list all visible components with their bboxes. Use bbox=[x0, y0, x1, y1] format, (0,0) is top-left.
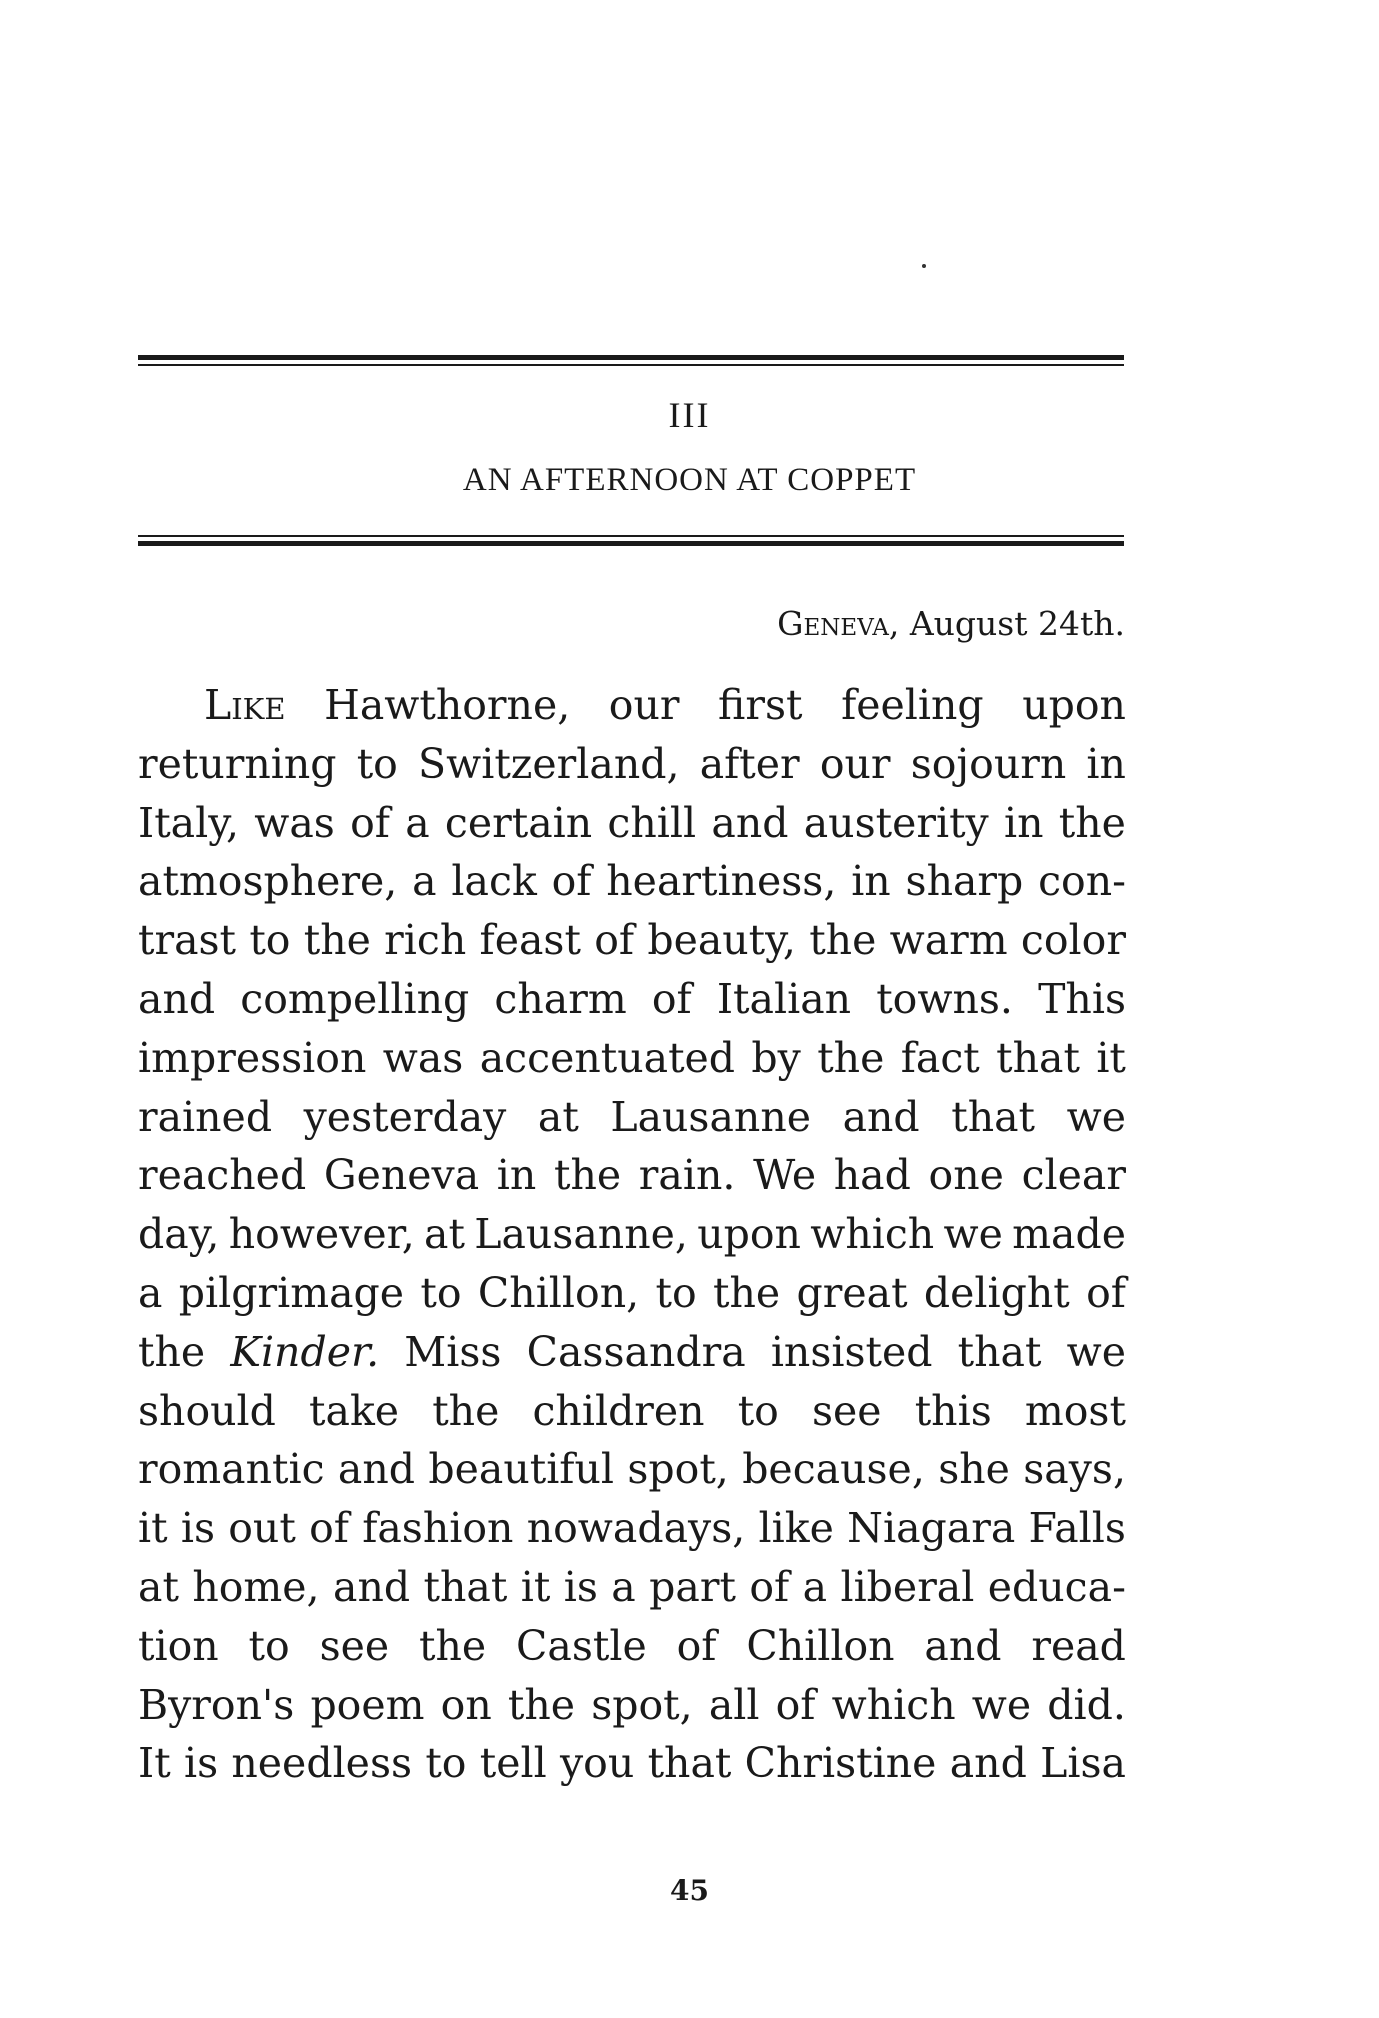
text-line bbox=[138, 1617, 1126, 1676]
text-line bbox=[138, 1264, 1126, 1323]
word: certain bbox=[444, 798, 593, 847]
word: Chillon, bbox=[477, 1268, 640, 1317]
word: pilgrimage bbox=[178, 1268, 405, 1317]
word: the bbox=[138, 1327, 206, 1376]
word: feast bbox=[479, 916, 581, 965]
word: at bbox=[424, 1210, 465, 1259]
word: educa- bbox=[987, 1562, 1126, 1611]
word: Lausanne, bbox=[474, 1210, 688, 1259]
text-line bbox=[138, 1205, 1126, 1264]
word: insisted bbox=[770, 1327, 933, 1376]
word: impression bbox=[138, 1033, 367, 1082]
word: upon bbox=[697, 1210, 801, 1259]
word: which bbox=[831, 1680, 956, 1729]
word: returning bbox=[138, 739, 337, 788]
word: to bbox=[249, 916, 291, 965]
word: a bbox=[802, 1562, 828, 1611]
word: first bbox=[718, 681, 803, 729]
word: day, bbox=[138, 1210, 220, 1259]
word: Miss bbox=[404, 1327, 502, 1376]
word: see bbox=[812, 1386, 882, 1435]
word: that bbox=[647, 1739, 732, 1788]
word: of bbox=[594, 916, 635, 965]
word: and bbox=[138, 974, 216, 1023]
word: one bbox=[928, 1151, 1004, 1200]
word: compelling bbox=[240, 974, 470, 1023]
text-line bbox=[138, 1558, 1126, 1617]
word: rained bbox=[138, 1092, 273, 1141]
word: Niagara bbox=[847, 1504, 1016, 1553]
word: great bbox=[796, 1268, 908, 1317]
word: was bbox=[382, 1033, 464, 1082]
word: lack bbox=[451, 857, 537, 906]
text-line bbox=[138, 1323, 1126, 1382]
word: of bbox=[309, 1504, 349, 1553]
word: Italian bbox=[716, 974, 852, 1023]
word: Chillon bbox=[746, 1621, 895, 1670]
word: children bbox=[532, 1386, 705, 1435]
word: feeling bbox=[841, 681, 984, 729]
header-rule-bottom bbox=[138, 535, 1124, 546]
word: the bbox=[817, 1033, 885, 1082]
word: Geneva bbox=[323, 1151, 480, 1200]
word: of bbox=[1086, 1268, 1126, 1317]
text-line bbox=[138, 852, 1126, 911]
word: because, bbox=[742, 1445, 925, 1494]
word: says, bbox=[1023, 1445, 1126, 1494]
word: a bbox=[611, 1562, 636, 1611]
word: romantic bbox=[138, 1445, 325, 1494]
first-word-wrapper bbox=[138, 676, 286, 735]
word: the bbox=[553, 1151, 622, 1200]
word: Falls bbox=[1028, 1504, 1126, 1553]
word: the bbox=[432, 1386, 500, 1435]
word: fashion bbox=[362, 1504, 514, 1553]
word: part bbox=[649, 1562, 736, 1611]
word: which bbox=[810, 1210, 935, 1259]
word: at bbox=[138, 1562, 179, 1611]
word: Lausanne bbox=[610, 1092, 811, 1141]
word: delight bbox=[923, 1268, 1070, 1317]
word: is bbox=[180, 1504, 215, 1553]
word: our bbox=[819, 739, 891, 788]
word: you bbox=[560, 1739, 635, 1788]
word: sharp bbox=[905, 857, 1024, 906]
dateline bbox=[777, 604, 1125, 643]
word: of bbox=[749, 1562, 790, 1611]
word: that bbox=[957, 1327, 1042, 1376]
text-line bbox=[138, 794, 1126, 853]
word: Byron's bbox=[138, 1680, 295, 1729]
word: Like bbox=[204, 681, 286, 729]
word: in bbox=[1003, 798, 1044, 847]
word: take bbox=[309, 1386, 400, 1435]
chapter-title: AN AFTERNOON AT COPPET bbox=[462, 462, 917, 498]
print-speck bbox=[922, 264, 926, 268]
word: tion bbox=[138, 1621, 219, 1670]
text-line bbox=[138, 1734, 1126, 1793]
dateline-date: August 24th. bbox=[909, 604, 1125, 643]
word: a bbox=[412, 857, 437, 906]
chapter-number: III bbox=[668, 395, 711, 435]
word: to bbox=[420, 1268, 462, 1317]
word: by bbox=[751, 1033, 801, 1082]
word: con- bbox=[1038, 857, 1126, 906]
text-line bbox=[138, 1440, 1126, 1499]
word: austerity bbox=[803, 798, 989, 847]
word: of bbox=[676, 1621, 717, 1670]
dateline-place: Geneva, bbox=[777, 604, 900, 643]
word: Hawthorne, bbox=[324, 681, 571, 729]
word: of bbox=[350, 798, 390, 847]
word: sojourn bbox=[910, 739, 1067, 788]
word: towns. bbox=[876, 974, 1013, 1023]
word: Switzerland, bbox=[418, 739, 680, 788]
word: clear bbox=[1021, 1151, 1126, 1200]
text-line bbox=[138, 1146, 1126, 1205]
word: spot, bbox=[591, 1680, 693, 1729]
text-line bbox=[138, 1029, 1126, 1088]
word: in bbox=[851, 857, 891, 906]
word: liberal bbox=[840, 1562, 975, 1611]
word: reached bbox=[138, 1151, 307, 1200]
word: Lisa bbox=[1040, 1739, 1126, 1788]
word: most bbox=[1024, 1386, 1126, 1435]
word: it bbox=[138, 1504, 168, 1553]
word: We bbox=[753, 1151, 817, 1200]
word: she bbox=[938, 1445, 1010, 1494]
word: at bbox=[537, 1092, 579, 1141]
word: see bbox=[319, 1621, 390, 1670]
word: fact bbox=[900, 1033, 980, 1082]
word: the bbox=[507, 1680, 576, 1729]
text-line bbox=[138, 1088, 1126, 1147]
word: that bbox=[423, 1562, 508, 1611]
word: it bbox=[520, 1562, 551, 1611]
word: heartiness, bbox=[606, 857, 837, 906]
word: beauty, bbox=[647, 916, 796, 965]
word: is bbox=[563, 1562, 598, 1611]
word: to bbox=[356, 739, 398, 788]
word: this bbox=[914, 1386, 992, 1435]
word: did. bbox=[1047, 1680, 1126, 1729]
word: spot, bbox=[627, 1445, 729, 1494]
word: our bbox=[608, 681, 680, 729]
word: tell bbox=[479, 1739, 547, 1788]
word: yesterday bbox=[303, 1092, 507, 1141]
word: and bbox=[711, 798, 789, 847]
word: to bbox=[655, 1268, 697, 1317]
word: rich bbox=[384, 916, 467, 965]
word: to bbox=[425, 1739, 467, 1788]
word: color bbox=[1020, 916, 1126, 965]
word: charm bbox=[494, 974, 627, 1023]
text-line bbox=[138, 735, 1126, 794]
word: to bbox=[248, 1621, 290, 1670]
word: was bbox=[254, 798, 335, 847]
word: we bbox=[1066, 1327, 1126, 1376]
word: in bbox=[1086, 739, 1126, 788]
word: the bbox=[303, 916, 371, 965]
word: This bbox=[1038, 974, 1126, 1023]
word: the bbox=[809, 916, 877, 965]
word: a bbox=[405, 798, 430, 847]
word: atmosphere, bbox=[138, 857, 398, 906]
word: and bbox=[337, 1445, 416, 1494]
word: nowadays, bbox=[526, 1504, 746, 1553]
word: on bbox=[440, 1680, 492, 1729]
word: it bbox=[1096, 1033, 1126, 1082]
word: and bbox=[333, 1562, 411, 1611]
word: poem bbox=[310, 1680, 425, 1729]
word: that bbox=[996, 1033, 1080, 1082]
word: made bbox=[1012, 1210, 1126, 1259]
word: in bbox=[496, 1151, 537, 1200]
text-line bbox=[138, 676, 1126, 735]
word: out bbox=[228, 1504, 296, 1553]
word: read bbox=[1031, 1621, 1126, 1670]
word: Castle bbox=[516, 1621, 647, 1670]
text-line bbox=[138, 1382, 1126, 1441]
word: and bbox=[949, 1739, 1027, 1788]
body-paragraph bbox=[138, 676, 1126, 1793]
text-line bbox=[138, 1676, 1126, 1735]
word: however, bbox=[228, 1210, 415, 1259]
word: Italy, bbox=[138, 798, 239, 847]
word: of bbox=[651, 974, 692, 1023]
word: to bbox=[737, 1386, 779, 1435]
word: accentuated bbox=[479, 1033, 736, 1082]
word: home, bbox=[192, 1562, 320, 1611]
text-line bbox=[138, 970, 1126, 1029]
word: rain. bbox=[638, 1151, 736, 1200]
word: we bbox=[943, 1210, 1003, 1259]
word: Kinder. bbox=[230, 1327, 380, 1376]
word: needless bbox=[231, 1739, 413, 1788]
text-line bbox=[138, 1499, 1126, 1558]
word: the bbox=[713, 1268, 781, 1317]
word: had bbox=[833, 1151, 911, 1200]
word: trast bbox=[138, 916, 237, 965]
text-line bbox=[138, 911, 1126, 970]
word: upon bbox=[1022, 681, 1126, 729]
word: the bbox=[419, 1621, 487, 1670]
word: chill bbox=[607, 798, 697, 847]
word: beautiful bbox=[428, 1445, 615, 1494]
word: the bbox=[1058, 798, 1126, 847]
word: after bbox=[699, 739, 800, 788]
word: all bbox=[708, 1680, 760, 1729]
word: of bbox=[775, 1680, 816, 1729]
word: like bbox=[758, 1504, 834, 1553]
word: Cassandra bbox=[526, 1327, 746, 1376]
word: and bbox=[924, 1621, 1002, 1670]
word: a bbox=[138, 1268, 163, 1317]
word: of bbox=[551, 857, 592, 906]
word: and bbox=[842, 1092, 920, 1141]
header-rule-top bbox=[138, 355, 1124, 366]
word: that bbox=[951, 1092, 1036, 1141]
word: should bbox=[138, 1386, 276, 1435]
page-number: 45 bbox=[670, 1874, 709, 1907]
word: warm bbox=[889, 916, 1008, 965]
word: we bbox=[1066, 1092, 1126, 1141]
word: we bbox=[971, 1680, 1032, 1729]
word: Christine bbox=[744, 1739, 937, 1788]
word: is bbox=[183, 1739, 219, 1788]
word: It bbox=[138, 1739, 171, 1788]
